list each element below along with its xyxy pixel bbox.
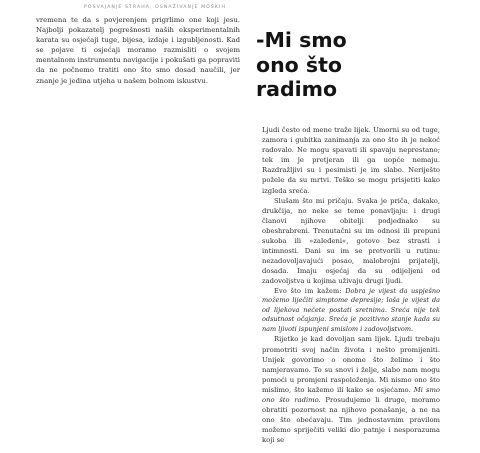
left-paragraph: vremena te da s povjerenjem prigrlimo one koji jesu. Najbolji pokazatelj pogrešnosti naših eksperimentalnih karata su osjećaji tuge, bijesa, izdaje i izgubljenosti. Kad se pojave ti osjećaji moramo razmisliti o svojem mentalnom instrumentu navigacije i pokušati ga popraviti da ne počnemo tratiti ono što smo dosad naučili, jer znanje je jedina utjeha u našem bolnom iskustvu. [36,16,240,85]
right-column-text [262,125,440,446]
body-paragraph-3 [262,334,440,445]
body-paragraph-2: Slušam što mi pričaju. Svaka je priča, dakako, drukčija, no neke se teme ponavljaju: i drugi članovi njihove obitelji podjednako su obeshrabreni. Trenutačni su im odnosi ili prepuni sukoba ili »zaleđeni«, gotovo bez strasti i intimnosti. Dani su im se pretvorili u rutinu: nezadovoljavajući posao, malobrojni prijatelji, dosada. Imaju osjećaj da su odijeljeni od zadovoljstva u kojima uživaju drugi ljudi. [262,196,440,286]
paragraph-3-start: Rijetko je kad dovoljan sam lijek. Ljudi trebaju promotriti svoj način života i nešto promijeniti. Unijek govorimo o onome što želimo i što namjeravamo. To su snovi i želje, slabo nam mogu pomoći u promjeni raspoloženja. Mi nismo ono što mislimo, što kažemo ili kako se osjećamo. [262,335,440,394]
paragraph-3-end: Prosudujemo li druge, moramo obratiti pozornost na njihovo ponašanje, a ne na ono što obećavaju. Tim jednostavnim pravilom možemo spriječiti veliki dio patnje i nesporazuma koji se [262,396,440,445]
quote-lead: Evo što im kažem: [274,286,342,295]
paragraph-3-emphasis: Mi smo ono što radimo. [262,385,440,405]
chapter-heading [256,28,446,102]
heading-line-3: radimo [256,77,338,101]
quote-text: Dobra je vijest da uspješno možemo liječiti simptome depresije; loša je vijest da od lijekova nećete postati sretnima. Sreća nije tek odsutnost očajanja. Sreća je pozitivno stanje kada su nam ljivoti ispunjeni smislom i zadovoljstvom. [262,286,440,333]
block-quote [262,287,440,335]
left-column-text [36,15,240,86]
heading-line-2: ono što [256,52,342,77]
running-head: POSVAJANJE STRAHA, OSNAŽIVANJE MOŠKIH [84,5,227,10]
heading-line-1: -Mi smo [256,28,347,52]
body-paragraph-1: Ljudi često od mene traže lijek. Umorni su od tuge, zamora i gubitka zanimanja za ono što ih je nekoć radovalo. Ne mogu spavati ili spavaju neprestano; tek im je pretjeran ili ga uopće nemaju. Razdražljivi su i pesimisti je im slabo. Neriješto požele da su mrtvi. Teško se mogu prisjetiti kako izgleda sreća. [262,126,440,195]
